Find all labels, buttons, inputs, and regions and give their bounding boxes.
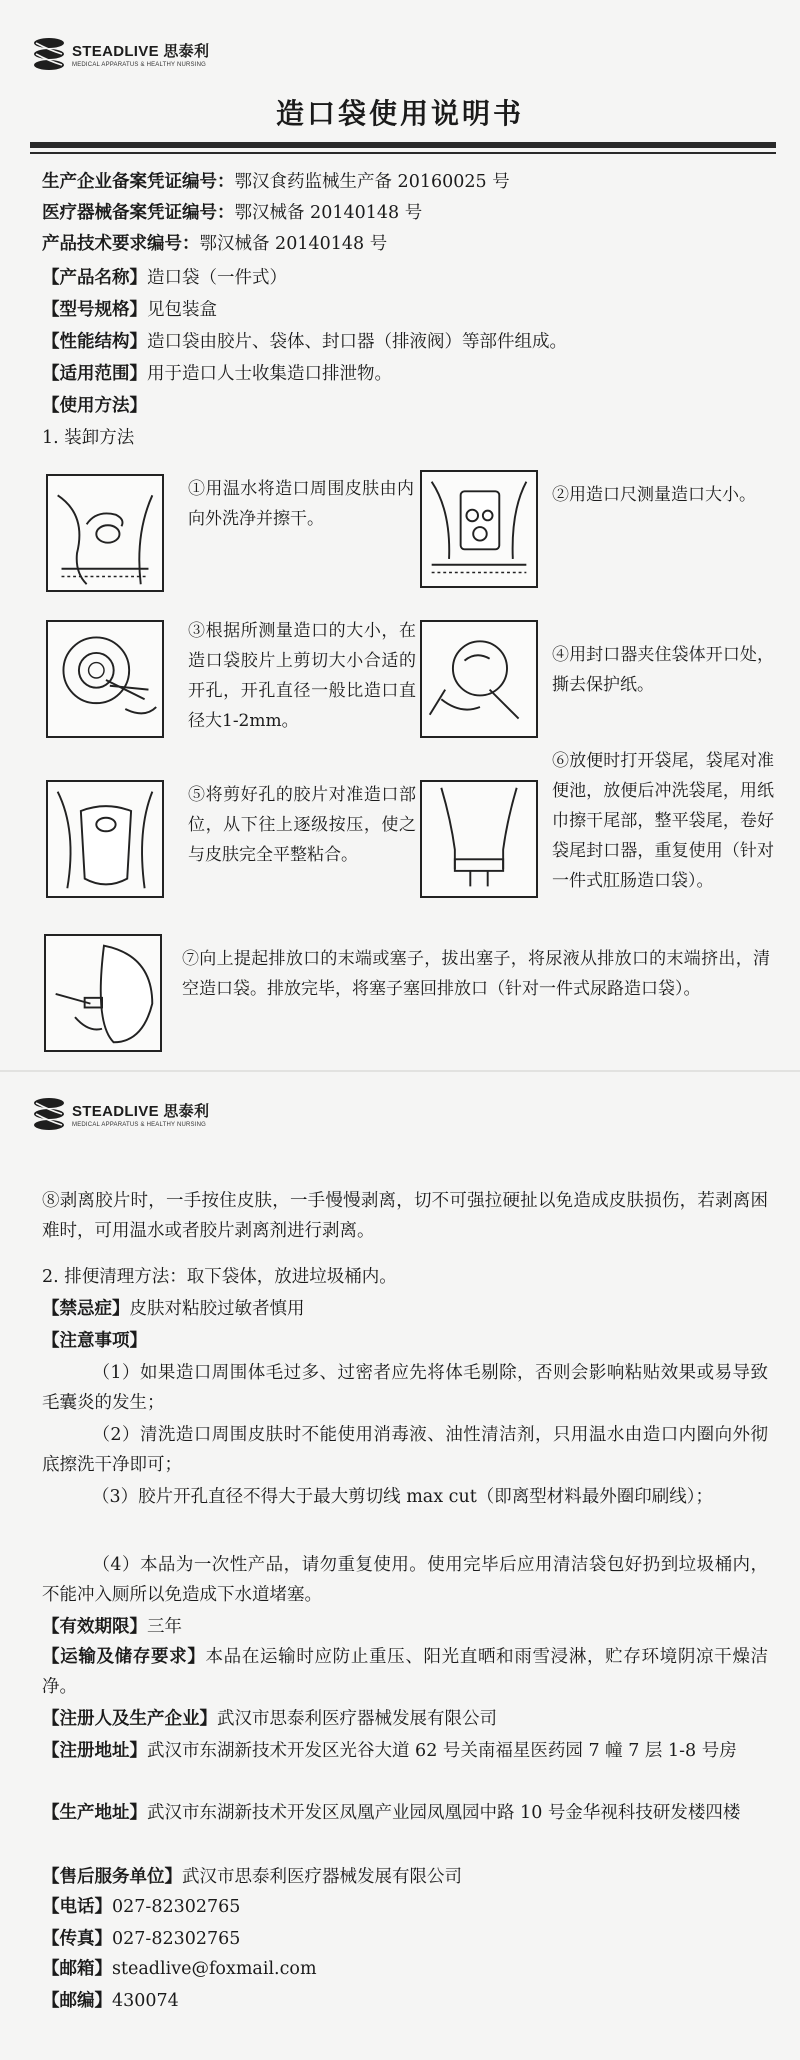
- step7-illustration: [44, 934, 162, 1052]
- field-model: 【型号规格】见包装盒: [42, 300, 217, 320]
- step-7-text: ⑦向上提起排放口的末端或塞子，拔出塞子，将尿液从排放口的末端挤出，清空造口袋。排放完毕，将塞子塞回排放口（针对一件式尿路造口袋）。: [182, 949, 770, 999]
- method-heading: 1. 装卸方法: [42, 428, 135, 448]
- info-service: 【售后服务单位】武汉市思泰利医疗器械发展有限公司: [42, 1867, 462, 1887]
- draining-illustration-icon: [422, 782, 536, 896]
- step-4-text: ④用封口器夹住袋体开口处，撕去保护纸。: [552, 645, 774, 695]
- contraindication: 【禁忌症】皮肤对粘胶过敏者慎用: [42, 1299, 305, 1319]
- info-storage: 【运输及储存要求】本品在运输时应防止重压、阳光直晒和雨雪浸淋，贮存环境阴凉干燥洁净。: [42, 1647, 768, 1697]
- step-5-text: ⑤将剪好孔的胶片对准造口部位，从下往上逐级按压，使之与皮肤完全平整粘合。: [188, 785, 416, 865]
- caution-item: （1）如果造口周围体毛过多、过密者应先将体毛剔除，否则会影响粘贴效果或易导致毛囊炎的发生；: [42, 1363, 768, 1413]
- title-rule-thick: [30, 142, 776, 148]
- info-postcode: 【邮编】430074: [42, 1991, 179, 2011]
- clamp-illustration-icon: [422, 622, 536, 736]
- step-2-text: ②用造口尺测量造口大小。: [552, 485, 756, 505]
- step3-illustration: [46, 620, 164, 738]
- field-structure: 【性能结构】造口袋由胶片、袋体、封口器（排液阀）等部件组成。: [42, 332, 567, 352]
- step-6-text: ⑥放便时打开袋尾，袋尾对准便池，放便后冲洗袋尾，用纸巾擦干尾部，整平袋尾，卷好袋尾封口器，重复使用（针对一件式肛肠造口袋）。: [552, 751, 774, 891]
- info-validity: 【有效期限】三年: [42, 1617, 182, 1637]
- step2-illustration: [420, 470, 538, 588]
- field-product-name: 【产品名称】造口袋（一件式）: [42, 268, 287, 288]
- step-1-text: ①用温水将造口周围皮肤由内向外洗净并擦干。: [188, 479, 414, 529]
- step-8-text: ⑧剥离胶片时，一手按住皮肤，一手慢慢剥离，切不可强拉硬扯以免造成皮肤损伤，若剥离困难时，可用温水或者胶片剥离剂进行剥离。: [42, 1191, 768, 1241]
- manual-page-2: [0, 1070, 800, 2060]
- title-rule-thin: [30, 152, 776, 154]
- applying-illustration-icon: [48, 782, 162, 896]
- brand-tagline: MEDICAL APPARATUS & HEALTHY NURSING: [72, 62, 207, 68]
- brand-name: STEADLIVE 思泰利: [72, 1103, 210, 1120]
- washing-illustration-icon: [48, 476, 162, 590]
- step4-illustration: [420, 620, 538, 738]
- brand-tagline: MEDICAL APPARATUS & HEALTHY NURSING: [72, 1122, 207, 1128]
- info-prod-address: 【生产地址】武汉市东湖新技术开发区凤凰产业园凤凰园中路 10 号金华视科技研发楼四楼: [42, 1803, 741, 1823]
- field-scope: 【适用范围】用于造口人士收集造口排泄物。: [42, 364, 392, 384]
- steadlive-logo-icon: [32, 1094, 66, 1134]
- caution-item: （2）清洗造口周围皮肤时不能使用消毒液、油性清洁剂，只用温水由造口内圈向外彻底擦洗干净即可；: [42, 1425, 768, 1475]
- step6-illustration: [420, 780, 538, 898]
- step-3-text: ③根据所测量造口的大小，在造口袋胶片上剪切大小合适的开孔，开孔直径一般比造口直径大1-2mm。: [188, 621, 416, 731]
- info-reg-address: 【注册地址】武汉市东湖新技术开发区光谷大道 62 号关南福星医药园 7 幢 7 层 1-8 号房: [42, 1741, 737, 1761]
- step5-illustration: [46, 780, 164, 898]
- caution-item: （4）本品为一次性产品，请勿重复使用。使用完毕后应用清洁袋包好扔到垃圾桶内，不能冲入厕所以免造成下水道堵塞。: [42, 1555, 768, 1605]
- registration-line: 生产企业备案凭证编号：鄂汉食药监械生产备 20160025 号: [42, 172, 510, 192]
- brand-logo: [32, 1094, 209, 1134]
- info-email: 【邮箱】steadlive@foxmail.com: [42, 1959, 317, 1979]
- registration-line: 产品技术要求编号：鄂汉械备 20140148 号: [42, 234, 388, 254]
- steadlive-logo-icon: [32, 34, 66, 74]
- emptying-illustration-icon: [46, 936, 160, 1050]
- registration-line: 医疗器械备案凭证编号：鄂汉械备 20140148 号: [42, 203, 423, 223]
- field-usage: 【使用方法】: [42, 396, 147, 416]
- brand-logo: [32, 34, 209, 74]
- document-title: 造口袋使用说明书: [275, 97, 524, 130]
- cautions-heading: 【注意事项】: [42, 1331, 147, 1351]
- caution-item: （3）胶片开孔直径不得大于最大剪切线 max cut（即离型材料最外圈印刷线）；: [92, 1487, 714, 1507]
- step1-illustration: [46, 474, 164, 592]
- info-registrant: 【注册人及生产企业】武汉市思泰利医疗器械发展有限公司: [42, 1709, 497, 1729]
- info-phone: 【电话】027-82302765: [42, 1897, 241, 1917]
- cleaning-method: 2. 排便清理方法：取下袋体，放进垃圾桶内。: [42, 1267, 397, 1287]
- measuring-illustration-icon: [422, 472, 536, 586]
- cutting-illustration-icon: [48, 622, 162, 736]
- info-fax: 【传真】027-82302765: [42, 1929, 241, 1949]
- brand-name: STEADLIVE 思泰利: [72, 43, 210, 60]
